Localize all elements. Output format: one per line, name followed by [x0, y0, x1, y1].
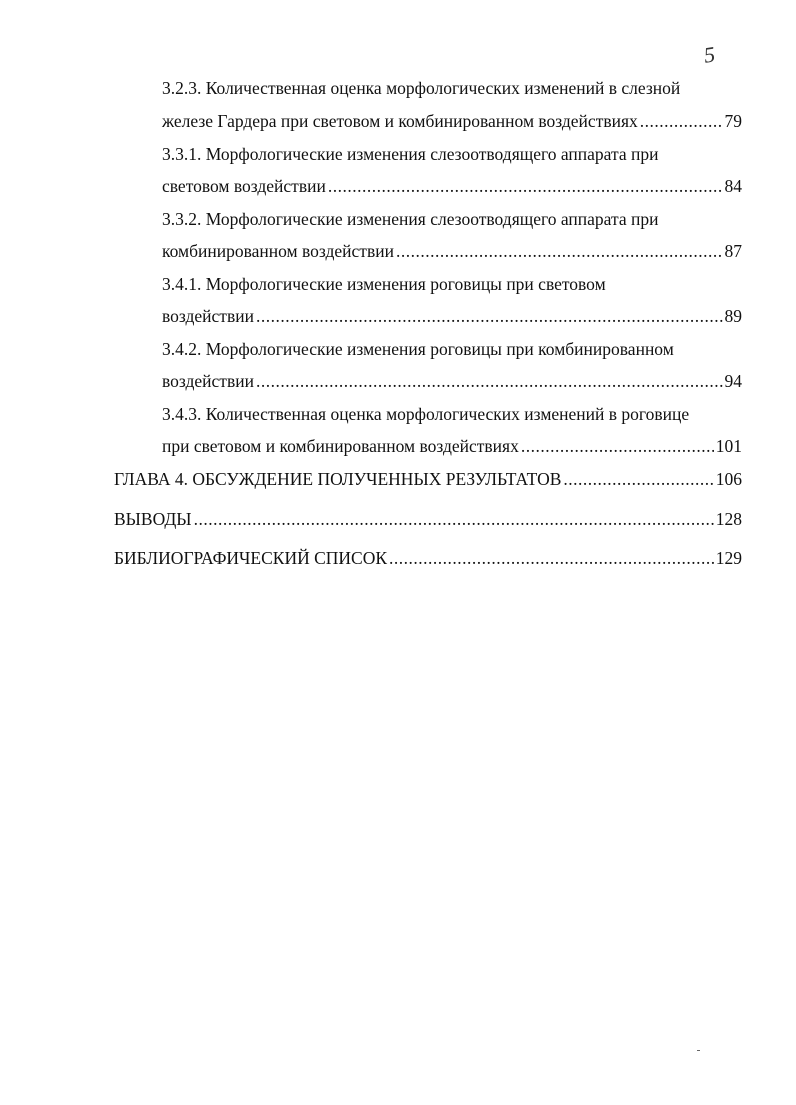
toc-entry-title-line2-text: при световом и комбинированном воздействиях [162, 436, 519, 456]
toc-entry-title-line2-text: световом воздействии [162, 176, 326, 196]
toc-entry-title-line1: 3.2.3. Количественная оценка морфологических изменений в слезной [162, 78, 681, 98]
dot-leader [389, 548, 714, 568]
toc-chapter-page: 106 [715, 469, 742, 489]
toc-entry-title-line1: 3.4.3. Количественная оценка морфологических изменений в роговице [162, 404, 690, 424]
toc-chapter-4[interactable] [114, 469, 742, 489]
toc-entry-title-line2-text: комбинированном воздействии [162, 241, 394, 261]
dot-leader [396, 241, 723, 261]
toc-chapter-conclusions[interactable] [114, 509, 742, 529]
dot-leader [521, 436, 714, 456]
toc-entry-title-line1: 3.3.1. Морфологические изменения слезоотводящего аппарата при [162, 144, 659, 164]
toc-entry-page: 101 [715, 436, 742, 456]
toc-entry-title-line2-text: воздействии [162, 306, 254, 326]
toc-entry-page: 94 [724, 371, 742, 391]
dot-leader [256, 371, 723, 391]
toc-entry-title-line2 [162, 371, 742, 391]
toc-entry-page: 87 [724, 241, 742, 261]
toc-entry-title-line1: 3.3.2. Морфологические изменения слезоотводящего аппарата при [162, 209, 659, 229]
dot-leader [328, 176, 723, 196]
toc-entry-title-line2 [162, 436, 742, 456]
toc-chapter-title: БИБЛИОГРАФИЧЕСКИЙ СПИСОК [114, 548, 388, 568]
toc-chapter-title: ВЫВОДЫ [114, 509, 192, 529]
toc-entry-title-line1: 3.4.2. Морфологические изменения роговицы при комбинированном [162, 339, 674, 359]
toc-entry-title-line2 [162, 306, 742, 326]
toc-entry-title-line2 [162, 176, 742, 196]
toc-entry-title-line1: 3.4.1. Морфологические изменения роговицы при световом [162, 274, 606, 294]
toc-entry-title-line2 [162, 111, 742, 131]
toc-chapter-page: 128 [715, 509, 742, 529]
toc-entry-page: 84 [724, 176, 742, 196]
page-number: 5 [702, 41, 717, 68]
dot-leader [563, 469, 713, 489]
dot-leader [640, 111, 723, 131]
toc-entry-title-line2-text: железе Гардера при световом и комбинированном воздействиях [162, 111, 638, 131]
toc-chapter-page: 129 [715, 548, 742, 568]
toc-entry-title-line2 [162, 241, 742, 261]
toc-chapter-bibliography[interactable] [114, 548, 742, 568]
toc-chapter-title: ГЛАВА 4. ОБСУЖДЕНИЕ ПОЛУЧЕННЫХ РЕЗУЛЬТАТОВ [114, 469, 562, 489]
scan-speck [697, 1050, 700, 1051]
toc-entry-title-line2-text: воздействии [162, 371, 254, 391]
dot-leader [194, 509, 714, 529]
toc-entry-page: 89 [724, 306, 742, 326]
toc-entry-page: 79 [724, 111, 742, 131]
dot-leader [256, 306, 723, 326]
